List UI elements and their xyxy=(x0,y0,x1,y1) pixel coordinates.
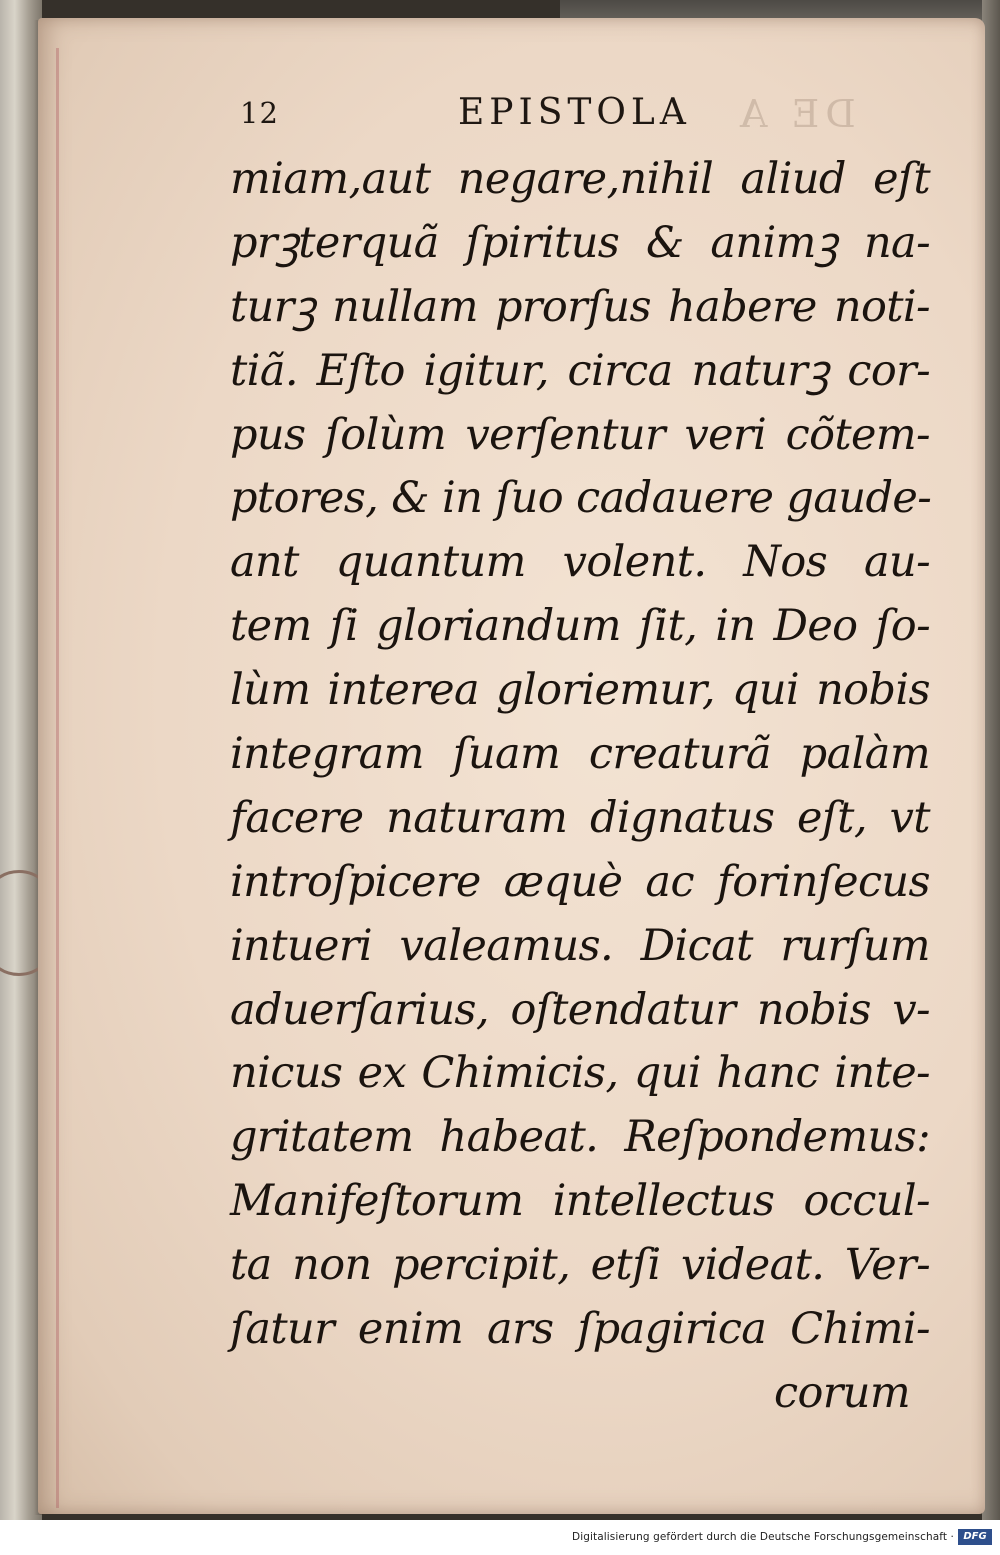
page-header xyxy=(240,90,780,150)
dfg-logo: DFG xyxy=(958,1529,992,1545)
text-line: pus ſolùm verſentur veri cõtem- xyxy=(230,409,930,460)
footer-bar xyxy=(0,1520,1000,1555)
text-line: miam,aut negare,nihil aliud eſt xyxy=(230,154,930,204)
text-line: Manifeſtorum intellectus occul- xyxy=(230,1176,930,1227)
catchword: corum xyxy=(774,1367,910,1418)
text-line: integram ſuam creaturã palàm xyxy=(230,729,930,780)
text-line: nicus ex Chimicis, qui hanc inte- xyxy=(230,1048,930,1099)
text-line: aduerſarius, oſtendatur nobis v- xyxy=(230,984,930,1035)
text-line: prꝫterquã ſpiritus & animꝫ na- xyxy=(230,217,930,268)
text-line: tem ſi gloriandum ſit, in Deo ſo- xyxy=(230,601,930,652)
running-head: EPISTOLA xyxy=(458,92,691,133)
text-line: tiã. Eſto igitur, circa naturꝫ cor- xyxy=(230,345,930,396)
text-line: ptores, & in ſuo cadauere gaude- xyxy=(230,473,932,524)
text-line: turꝫ nullam prorſus habere noti- xyxy=(230,281,930,332)
text-line: introſpicere æquè ac forinſecus xyxy=(230,856,930,907)
text-line: ant quantum volent. Nos au- xyxy=(230,537,930,588)
funding-notice: Digitalisierung gefördert durch die Deutsche Forschungsgemeinschaft · xyxy=(572,1531,954,1543)
text-line: ſatur enim ars ſpagirica Chimi- xyxy=(230,1304,930,1355)
page-number: 12 xyxy=(240,96,279,130)
bleed-through-text: DE A xyxy=(734,92,856,136)
text-line: intueri valeamus. Dicat rurſum xyxy=(230,920,930,971)
text-line: ta non percipit, etſi videat. Ver- xyxy=(230,1240,930,1291)
text-line: facere naturam dignatus eſt, vt xyxy=(230,792,930,843)
text-line: lùm interea gloriemur, qui nobis xyxy=(230,665,930,716)
page-edge-stain xyxy=(56,48,59,1508)
text-line: gritatem habeat. Reſpondemus: xyxy=(230,1112,930,1163)
body-text xyxy=(230,148,930,1426)
